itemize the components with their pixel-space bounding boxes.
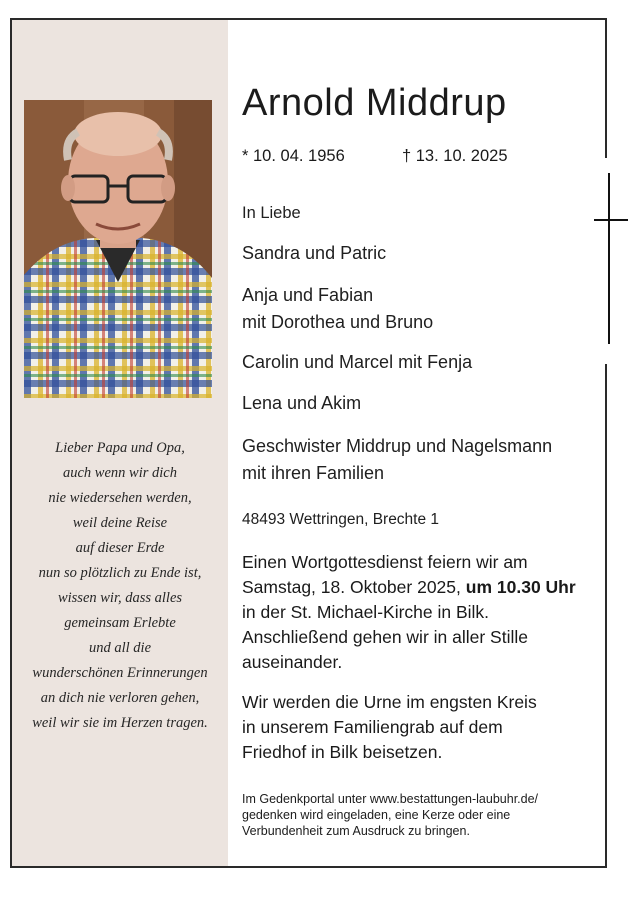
poem-line: nie wiedersehen werden, bbox=[48, 490, 192, 506]
main-content bbox=[242, 20, 602, 866]
poem-line: gemeinsam Erlebte bbox=[64, 615, 176, 631]
poem-line: weil deine Reise bbox=[72, 515, 168, 531]
family-line: Geschwister Middrup und Nagelsmann bbox=[242, 436, 553, 456]
obituary-card bbox=[10, 18, 607, 868]
service-line: Anschließend gehen wir in aller Stille bbox=[242, 627, 528, 647]
poem-line: weil wir sie im Herzen tragen. bbox=[32, 715, 208, 731]
urn-info bbox=[242, 690, 537, 765]
family-line: mit Dorothea und Bruno bbox=[242, 312, 434, 332]
cross-icon bbox=[608, 173, 610, 344]
service-line: auseinander. bbox=[242, 652, 343, 672]
deceased-name: Arnold Middrup bbox=[242, 82, 507, 124]
urn-line: Wir werden die Urne im engsten Kreis bbox=[242, 692, 537, 712]
poem-line: auf dieser Erde bbox=[75, 540, 165, 556]
poem-line: an dich nie verloren gehen, bbox=[40, 690, 200, 706]
poem-line: nun so plötzlich zu Ende ist, bbox=[38, 565, 202, 581]
family-line: Sandra und Patric bbox=[242, 243, 387, 263]
left-sidebar bbox=[12, 20, 228, 866]
service-line: Einen Wortgottesdienst feiern wir am bbox=[242, 552, 528, 572]
portal-info bbox=[242, 791, 538, 839]
portal-line: Verbundenheit zum Ausdruck zu bringen. bbox=[242, 824, 470, 838]
death-date: † 13. 10. 2025 bbox=[402, 147, 508, 165]
service-date: Samstag, 18. Oktober 2025, bbox=[242, 577, 461, 597]
poem bbox=[12, 436, 228, 736]
family-line: Anja und Fabian bbox=[242, 285, 374, 305]
cross-panel bbox=[571, 158, 638, 364]
service-time: um 10.30 Uhr bbox=[465, 577, 576, 597]
poem-line: auch wenn wir dich bbox=[63, 465, 177, 481]
urn-line: Friedhof in Bilk beisetzen. bbox=[242, 742, 443, 762]
birth-date: * 10. 04. 1956 bbox=[242, 147, 345, 165]
urn-line: in unserem Familiengrab auf dem bbox=[242, 717, 503, 737]
poem-line: wissen wir, dass alles bbox=[57, 590, 183, 606]
service-line bbox=[242, 575, 576, 600]
life-dates bbox=[242, 147, 508, 166]
portrait-photo bbox=[24, 100, 212, 398]
portal-line: gedenken wird eingeladen, eine Kerze oder eine bbox=[242, 808, 511, 822]
cross-icon-bar bbox=[594, 219, 628, 221]
service-info bbox=[242, 550, 576, 675]
service-line: in der St. Michael-Kirche in Bilk. bbox=[242, 602, 490, 622]
poem-line: wunderschönen Erinnerungen bbox=[32, 665, 208, 681]
family-line: Lena und Akim bbox=[242, 393, 362, 413]
poem-line: Lieber Papa und Opa, bbox=[55, 440, 185, 456]
portal-line: Im Gedenkportal unter www.bestattungen-laubuhr.de/ bbox=[242, 792, 539, 806]
family-line: Carolin und Marcel mit Fenja bbox=[242, 352, 473, 372]
in-liebe: In Liebe bbox=[242, 204, 301, 222]
poem-line: und all die bbox=[88, 640, 152, 656]
address: 48493 Wettringen, Brechte 1 bbox=[242, 511, 440, 528]
family-line: mit ihren Familien bbox=[242, 463, 385, 483]
